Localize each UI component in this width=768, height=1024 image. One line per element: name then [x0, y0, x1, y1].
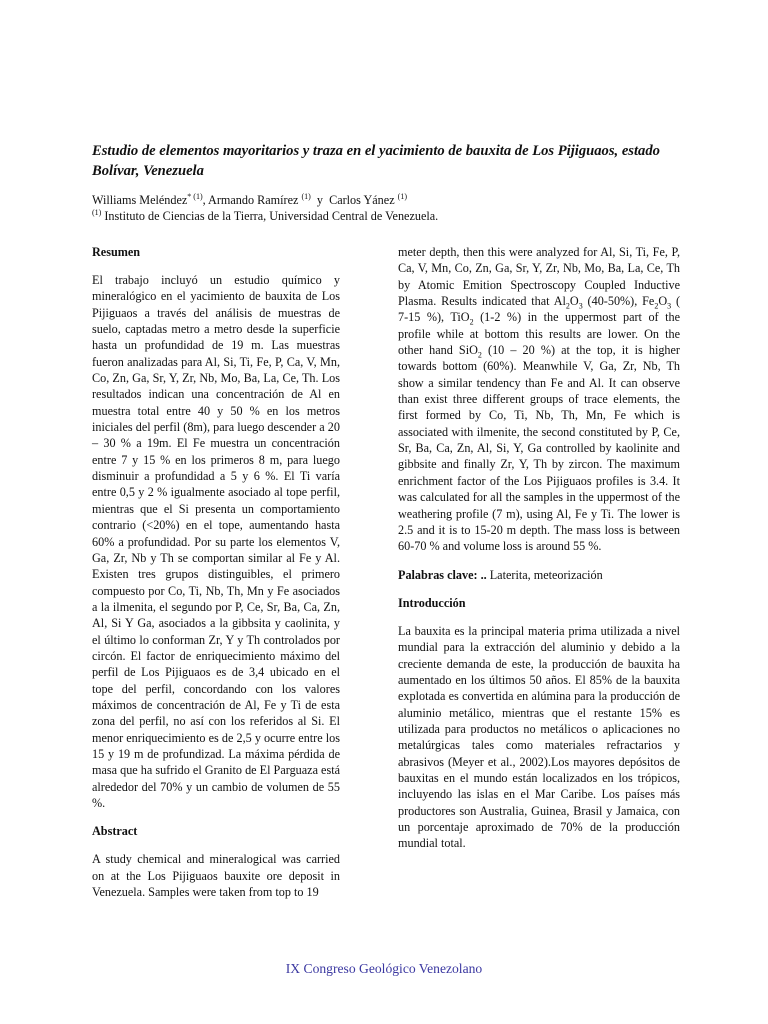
author-marker: * (1) [187, 191, 203, 201]
introduccion-text: La bauxita es la principal materia prima utilizada a nivel mundial para la extracción del aluminio y debido a la creciente demanda de este, la producción de bauxita ha aumentado en los últimos 50 años. El 85% de la bauxita explotada es convertida en alúmina para la producción de aluminio metálico, mientras que el restante 15% es utilizada para productos no metálicos o aplicaciones no metalúrgicas tales como materiales refractarios y abrasivos (Meyer et al., 2002).Los mayores depósitos de bauxitas en el mundo están localizados en los trópicos, incluyendo las islas en el Mar Caribe. Los países más productores son Australia, Guinea, Brasil y Jamaica, con un porcentaje aproximado de 70% de la producción mundial total. [398, 623, 680, 851]
resumen-heading: Resumen [92, 245, 141, 259]
conference-footer: IX Congreso Geológico Venezolano [285, 961, 483, 976]
author-separator: y [310, 193, 330, 207]
paper-title: Estudio de elementos mayoritarios y traza en el yacimiento de bauxita de Los Pijiguaos, estado Bolívar, Venezuela [92, 143, 660, 179]
keywords-label: Palabras clave: .. [398, 567, 487, 582]
right-column [398, 244, 680, 852]
author-marker: (1) [397, 191, 407, 201]
author-name: Williams Meléndez [92, 193, 188, 207]
keywords [398, 567, 680, 583]
affiliation: Instituto de Ciencias de la Tierra, Universidad Central de Venezuela. [101, 209, 439, 223]
author-block [92, 192, 682, 224]
introduccion-heading: Introducción [398, 595, 466, 610]
abstract-text-part1: A study chemical and mineralogical was carried on at the Los Pijiguaos bauxite ore deposit in Venezuela. Samples were taken from top to 19 [92, 852, 340, 900]
affiliation-marker: (1) [92, 207, 102, 217]
author-name: Armando Ramírez [208, 193, 299, 207]
left-column [92, 244, 340, 900]
author-line [92, 192, 682, 208]
abstract-heading: Abstract [92, 824, 138, 839]
resumen-text: El trabajo incluyó un estudio químico y mineralógico en el yacimiento de bauxita de Los Pijiguaos a través del análisis de muestras de suelo, captadas metro a metro desde la superficie hasta un profundidad de 19 m. Las muestras fueron analizadas para Al, Si, Ti, Fe, P, Ca, V, Mn, Co, Zn, Ga, Sr, Y, Zr, Nb, Mo, Ba, La, Ce, Th. Los resultados indican una concentración de Al en muestra total entre 40 y 50 % en los metros iniciales del perfil (8m), para luego descender a 20 – 30 % a 19m. El Fe muestra un concentración entre 7 y 15 % en los primeros 8 m, para luego disminuir a profundidad a 5 y 6 %. El Ti varía entre 0,5 y 2 % igualmente asociado al tope perfil, mientras que el Si presenta un comportamiento contrario (<20%) en el tope, aumentando hasta 60% a profundidad. Por su parte los elementos V, Ga, Zr, Nb y Th se comportan similar al Fe y Al. Existen tres grupos distinguibles, el primero compuesto por Co, Ti, Nb, Th, Mn y Fe asociados a la ilmenita, el segundo por P, Ce, Sr, Ba, Ca, Zn, Al, Si Y Ga, asociados a la gibbsita y caolinita, y el último lo conforman Zr, Y y Th controlados por circón. El factor de enriquecimiento máximo del perfil de Los Pijiguaos es de 3,4 ubicado en el tope del perfil, concordando con los valores máximos de concentración de Al, Fe y Ti de esta zona del perfil, no así con los referidos al Si. El menor enriquecimiento es de 2,5 y ocurre entre los 15 y 19 m de profundizad. La máxima pérdida de masa que ha sufrido el Granito de El Parguaza está alrededor del 70% y un cambio de volumen de 55 %. [92, 273, 340, 810]
abstract-text-part2: meter depth, then this were analyzed for Al, Si, Ti, Fe, P, Ca, V, Mn, Co, Zn, Ga, Sr, Y, Zr, Nb, Mo, Ba, La, Ce, Th by Atomic Emition Spectroscopy Coupled Inductive Plasma. Results indicated that $Al_2O_3$ (40-50%), $Fe_2O_3$ ( 7-15 %), TiO$_2$ (1-2 %) in the uppermost part of the profile while at bottom this results are lower. On the other hand SiO$_2$ (10 – 20 %) at the top, it is higher towards bottom (60%). Meanwhile V, Ga, Zr, Nb, Th show a similar tendency than Fe and Al. It can observe than exist three different groups of trace elements, the first formed by Co, Ti, Nb, Th, Mn, Fe which is associated with ilmenite, the second constituted by P, Ce, Sr, Ba, Ca, Zn, Al, Si, Y, Ga controlled by kaolinite and gibbsite and finally Zr, Y, Th by zircon. The maximum enrichment factor of the Los Pijiguaos profiles is 3.4. It was calculated for all the samples in the uppermost of the weathering profile (7 m), using Al, Fe y Ti. The lower is 2.5 and it is to 15-20 m depth. The mass loss is between 60-70 % and volume loss is around 55 %. [398, 245, 681, 554]
affiliation-line [92, 208, 682, 224]
author-marker: (1) [301, 191, 311, 201]
author-separator: , [202, 193, 209, 207]
keywords-value: Laterita, meteorización [486, 567, 603, 582]
author-name: Carlos Yánez [329, 193, 395, 207]
